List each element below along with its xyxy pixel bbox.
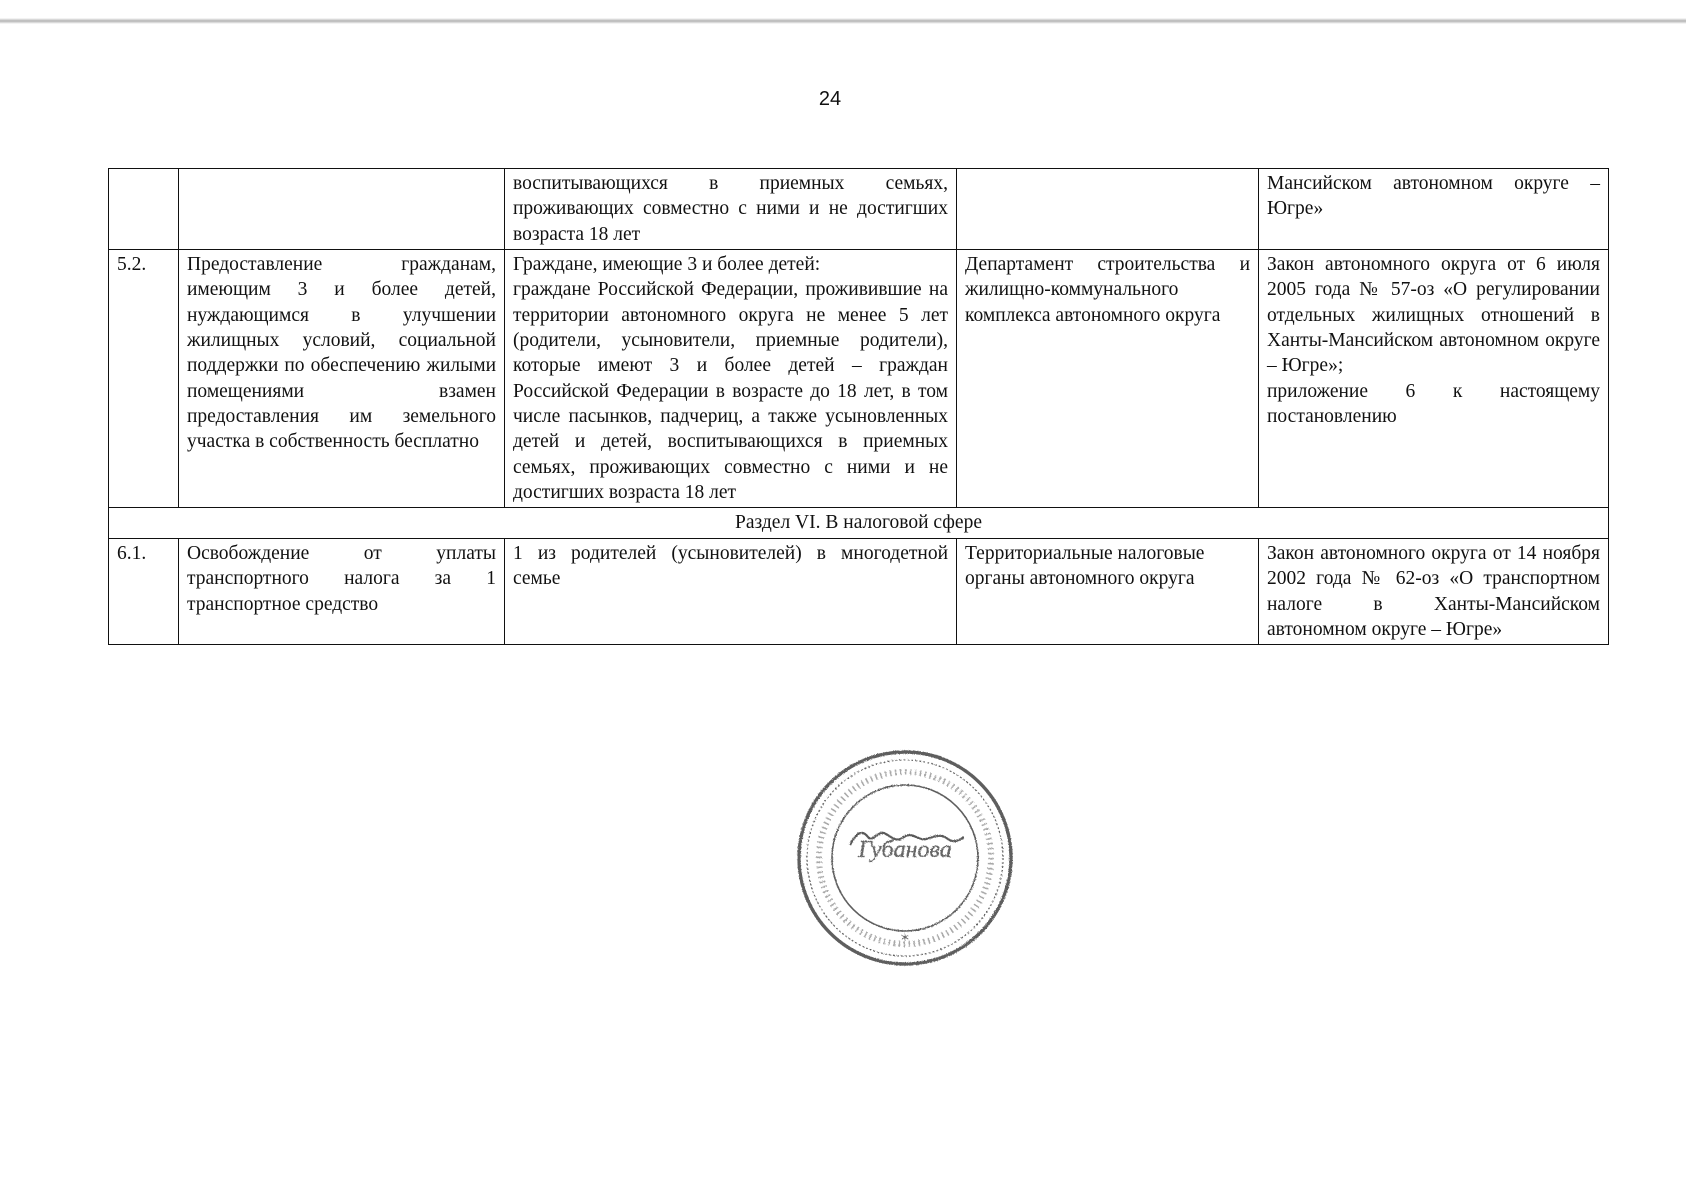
legal-basis-cell: Мансийском автономном округе – Югре»: [1259, 169, 1609, 250]
authority-cell: [957, 169, 1259, 250]
legal-basis-cell: Закон автономного округа от 14 ноября 2002 года № 62-оз «О транспортном налоге в Ханты-Мансийском автономном округе – Югре»: [1259, 538, 1609, 644]
signature-text: Губанова: [858, 837, 952, 863]
authority-cell: Территориальные налоговые органы автономного округа: [957, 538, 1259, 644]
official-seal-stamp: [792, 745, 1018, 971]
row-number-cell: [109, 169, 179, 250]
section-header-row: [109, 508, 1609, 538]
measure-cell: Предоставление гражданам, имеющим 3 и более детей, нуждающимся в улучшении жилищных условий, социальной поддержки по обеспечению жилыми помещениями взамен предоставления им земельного участка в собственность бесплатно: [179, 250, 505, 508]
table-row: [109, 538, 1609, 644]
category-cell: воспитывающихся в приемных семьях, проживающих совместно с ними и не достигших возраста 18 лет: [505, 169, 957, 250]
seal-star: *: [901, 930, 909, 949]
legal-basis-cell: [1259, 250, 1609, 508]
category-lead-text: Граждане, имеющие 3 и более детей:: [513, 254, 821, 276]
table-row: [109, 250, 1609, 508]
legal-basis-text: Закон автономного округа от 6 июля 2005 года № 57-оз «О регулировании отдельных жилищных отношений в Ханты-Мансийском автономном округе – Югре»;: [1267, 254, 1600, 377]
scan-edge: [0, 18, 1686, 24]
category-cell: 1 из родителей (усыновителей) в многодетной семье: [505, 538, 957, 644]
row-number-cell: 5.2.: [109, 250, 179, 508]
authority-cell: Департамент строительства и жилищно-коммунального комплекса автономного округа: [957, 250, 1259, 508]
measure-cell: Освобождение от уплаты транспортного налога за 1 транспортное средство: [179, 538, 505, 644]
section-title: Раздел VI. В налоговой сфере: [109, 508, 1609, 538]
page-number: 24: [818, 88, 842, 110]
benefits-table: [108, 168, 1609, 645]
category-text: граждане Российской Федерации, проживившие на территории автономного округа не менее 5 лет (родители, усыновители, приемные родители), которые имеют 3 и более детей – граждан Российской Федерации в возрасте до 18 лет, в том числе пасынков, падчериц, а также усыновленных детей и детей, воспитывающихся в приемных семьях, проживающих совместно с ними и не достигших возраста 18 лет: [513, 279, 948, 504]
legal-basis-extra-text: приложение 6 к настоящему постановлению: [1267, 380, 1600, 428]
table-row: [109, 169, 1609, 250]
measure-cell: [179, 169, 505, 250]
category-cell: [505, 250, 957, 508]
row-number-cell: 6.1.: [109, 538, 179, 644]
